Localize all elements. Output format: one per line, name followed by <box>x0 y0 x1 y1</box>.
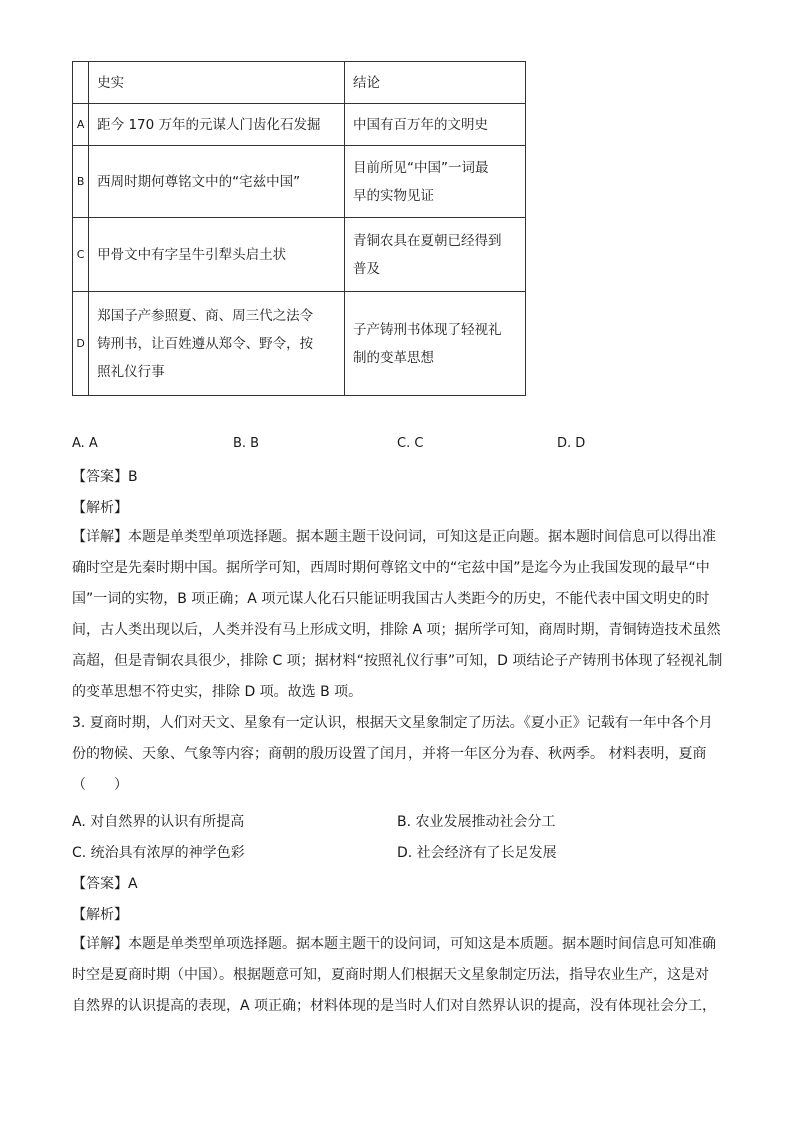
stem-line: （ ） <box>72 777 128 793</box>
q3-option-c: C. 统治具有浓厚的神学色彩 <box>72 845 245 861</box>
table-header-conclusion: 结论 <box>344 62 525 104</box>
row-conclusion <box>344 292 525 396</box>
row-fact: 甲骨文中有字呈牛引犁头启土状 <box>89 218 345 292</box>
fact-line: 照礼仪行事 <box>97 363 165 380</box>
detail-line: 时空是夏商时期（中国）。根据题意可知，夏商时期人们根据天文星象制定历法，指导农业生产，这是对 <box>72 967 709 983</box>
detail-line: 自然界的认识提高的表现，A 项正确；材料体现的是当时人们对自然界认识的提高，没有体现社会分工， <box>72 998 717 1014</box>
row-letter: D <box>73 292 89 396</box>
q3-detail <box>72 929 724 1022</box>
q2-option-d: D. D <box>557 436 586 451</box>
detail-line: 间，古人类出现以后，人类并没有马上形成文明，排除 A 项；据所学可知，商周时期，青铜铸造技术虽然 <box>72 622 721 638</box>
table-row <box>73 104 526 146</box>
row-conclusion: 中国有百万年的文明史 <box>344 104 525 146</box>
table-header-fact: 史实 <box>89 62 345 104</box>
table-row <box>73 146 526 218</box>
conclusion-line: 制的变革思想 <box>352 349 434 366</box>
row-fact: 西周时期何尊铭文中的“宅兹中国” <box>89 146 345 218</box>
q2-option-a: A. A <box>72 436 98 451</box>
detail-line: 【详解】本题是单类型单项选择题。据本题主题干设问词，可知这是正向题。据本题时间信息可以得出准 <box>72 529 716 545</box>
conclusion-line: 普及 <box>352 260 380 277</box>
row-fact: 距今 170 万年的元谋人门齿化石发掘 <box>89 104 345 146</box>
table-row <box>73 292 526 396</box>
detail-line: 高超，但是青铜农具很少，排除 C 项；据材料“按照礼仪行事”可知，D 项结论子产铸刑书体现了轻视礼制 <box>72 653 723 669</box>
stem-line: 3. 夏商时期，人们对天文、星象有一定认识，根据天文星象制定了历法。《夏小正》记载有一年中各个月 <box>72 715 713 731</box>
q2-analysis-label: 【解析】 <box>72 500 128 516</box>
q2-detail <box>72 522 724 708</box>
conclusion-line: 青铜农具在夏朝已经得到 <box>352 232 502 249</box>
table-row <box>73 218 526 292</box>
row-letter: A <box>73 104 89 146</box>
q3-option-d: D. 社会经济有了长足发展 <box>397 845 557 861</box>
q2-option-b: B. B <box>233 436 260 451</box>
row-conclusion <box>344 218 525 292</box>
q3-stem <box>72 708 724 801</box>
q3-option-b: B. 农业发展推动社会分工 <box>397 814 556 830</box>
row-conclusion <box>344 146 525 218</box>
conclusion-line: 早的实物见证 <box>352 187 434 204</box>
row-fact <box>89 292 345 396</box>
table-header-row <box>73 62 526 104</box>
q3-analysis-label: 【解析】 <box>72 907 128 923</box>
table-cell-blank <box>73 62 89 104</box>
detail-line: 确时空是先秦时期中国。据所学可知，西周时期何尊铭文中的“宅兹中国”是迄今为止我国发现的最早“中 <box>72 560 710 576</box>
fact-line: 铸刑书，让百姓遵从郑令、野令，按 <box>97 335 314 352</box>
detail-line: 国”一词的实物，B 项正确；A 项元谋人化石只能证明我国古人类距今的历史，不能代表中国文明史的时 <box>72 591 710 607</box>
detail-line: 【详解】本题是单类型单项选择题。据本题主题干的设问词，可知这是本质题。据本题时间信息可知准确 <box>72 936 716 952</box>
q2-option-c: C. C <box>397 436 424 451</box>
conclusion-line: 目前所见“中国”一词最 <box>352 159 489 176</box>
row-letter: C <box>73 218 89 292</box>
row-letter: B <box>73 146 89 218</box>
q2-answer: 【答案】B <box>72 469 138 485</box>
q3-option-a: A. 对自然界的认识有所提高 <box>72 814 245 830</box>
conclusion-line: 子产铸刑书体现了轻视礼 <box>352 321 502 338</box>
question-table <box>72 61 526 396</box>
stem-line: 份的物候、天象、气象等内容；商朝的殷历设置了闰月，并将一年区分为春、秋两季。 材料表明，夏商 <box>72 746 707 762</box>
detail-line: 的变革思想不符史实，排除 D 项。故选 B 项。 <box>72 684 363 700</box>
fact-line: 郑国子产参照夏、商、周三代之法令 <box>97 307 314 324</box>
q3-answer: 【答案】A <box>72 876 138 892</box>
